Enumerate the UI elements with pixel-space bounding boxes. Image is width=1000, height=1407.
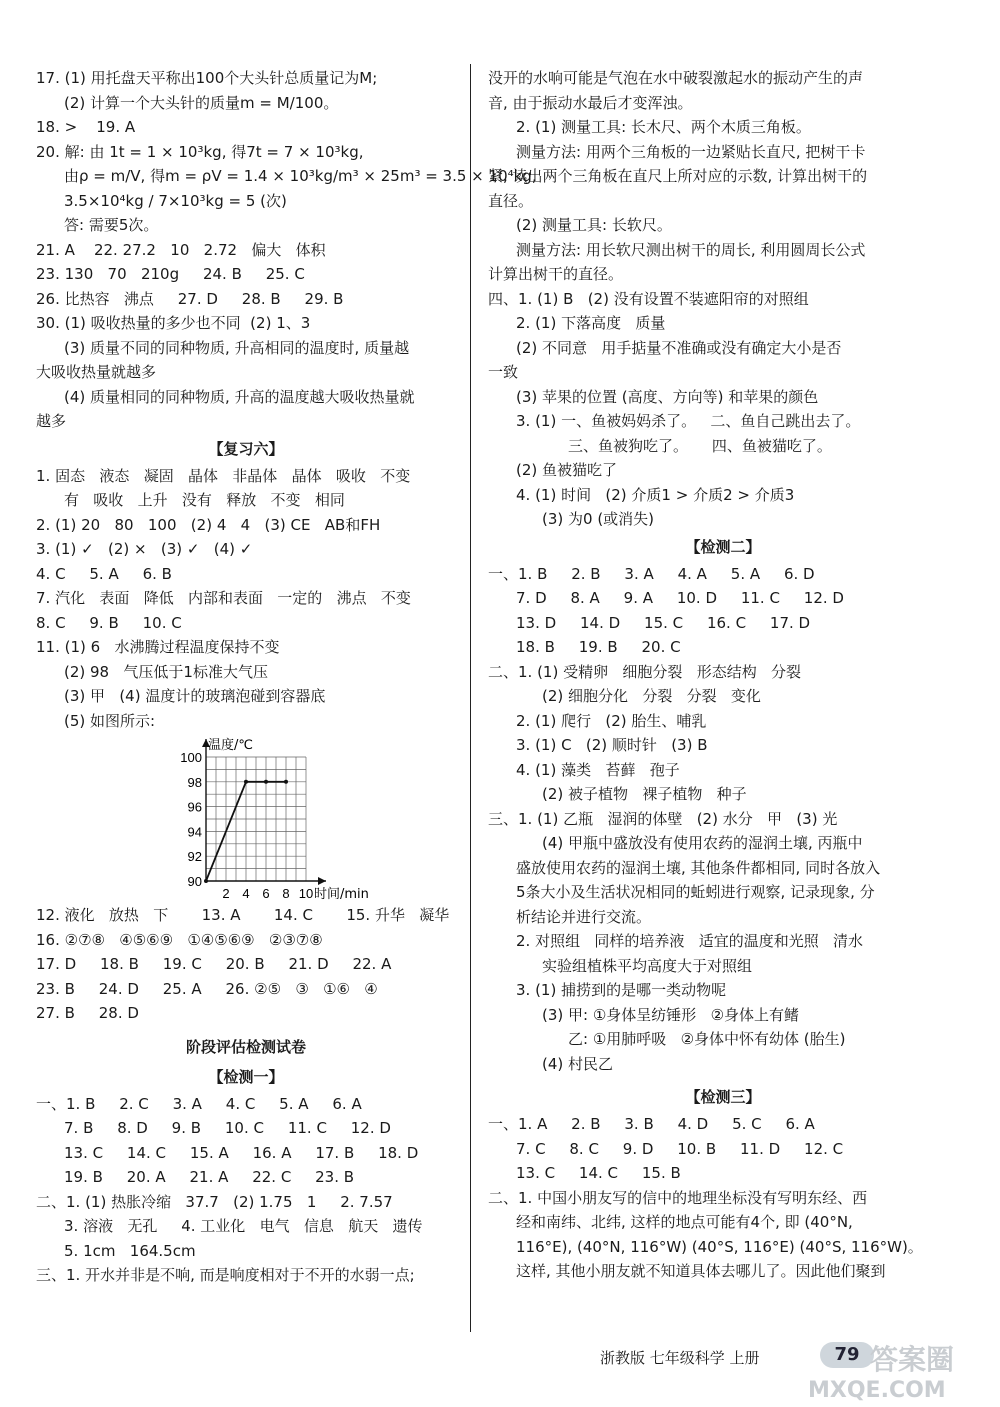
answer-line: 17. (1) 用托盘天平称出100个大头针总质量记为M; bbox=[36, 69, 378, 87]
answer-line: 2. (1) 20 80 100 (2) 4 4 (3) CE AB和FH bbox=[36, 515, 381, 534]
answer-line: 11. (1) 6 水沸腾过程温度保持不变 bbox=[36, 638, 280, 656]
answer-line: 计算出树干的直径。 bbox=[488, 265, 624, 283]
watermark-logo: 答案圈 bbox=[870, 1343, 955, 1376]
answer-line: 2. (1) 爬行 (2) 胎生、哺乳 bbox=[516, 711, 707, 730]
section-title-test2: 【检测二】 bbox=[685, 537, 761, 556]
answer-line: (4) 甲瓶中盛放没有使用农药的湿润土壤, 丙瓶中 bbox=[542, 834, 863, 852]
answer-line: 23. 130 70 210g 24. B 25. C bbox=[36, 265, 305, 283]
y-tick-label: 94 bbox=[187, 824, 202, 840]
answer-line: (2) 计算一个大头针的质量m = M/100。 bbox=[64, 93, 339, 112]
footer-text: 浙教版 七年级科学 上册 bbox=[600, 1349, 760, 1367]
answer-line: 音, 由于振动水最后才变浑浊。 bbox=[488, 93, 693, 112]
x-tick-label: 10 bbox=[298, 886, 314, 901]
answer-line: 3. (1) ✓ (2) × (3) ✓ (4) ✓ bbox=[36, 540, 253, 558]
answer-line: 有 吸收 上升 没有 释放 不变 相同 bbox=[64, 491, 345, 509]
watermark-url: MXQE.COM bbox=[808, 1378, 946, 1403]
chart-svg bbox=[176, 733, 436, 903]
x-tick-label: 6 bbox=[262, 886, 270, 901]
answer-line: 测量方法: 用长软尺测出树干的周长, 利用圆周长公式 bbox=[516, 240, 866, 259]
answer-line: 大吸收热量就越多 bbox=[36, 363, 157, 381]
answer-line: 析结论并进行交流。 bbox=[516, 907, 652, 926]
section-title-test3: 【检测三】 bbox=[685, 1088, 761, 1106]
x-axis-label: 时间/min bbox=[314, 887, 369, 902]
data-point bbox=[264, 780, 268, 784]
y-tick-label: 92 bbox=[187, 849, 202, 865]
answer-line: 三、鱼被狗吃了。 四、鱼被猫吃了。 bbox=[568, 436, 832, 455]
answer-line: 3. 溶液 无孔 4. 工业化 电气 信息 航天 遗传 bbox=[64, 1217, 423, 1235]
x-tick-label: 2 bbox=[222, 886, 230, 901]
answer-line: 2. (1) 测量工具: 长木尺、两个木质三角板。 bbox=[516, 118, 811, 136]
answer-line: 26. 比热容 沸点 27. D 28. B 29. B bbox=[36, 289, 344, 308]
answer-line: 3. (1) 一、鱼被妈妈杀了。 二、鱼自己跳出去了。 bbox=[516, 412, 861, 430]
answer-line: 乙: ①用肺呼吸 ②身体中怀有幼体 (胎生) bbox=[568, 1030, 846, 1048]
answers-test2 bbox=[488, 562, 958, 1077]
answer-line: (5) 如图所示: bbox=[64, 711, 156, 730]
answer-line: 23. B 24. D 25. A 26. ②⑤ ③ ①⑥ ④ bbox=[36, 979, 378, 998]
answer-line: 一、1. A 2. B 3. B 4. D 5. C 6. A bbox=[488, 1115, 815, 1133]
y-tick-label: 90 bbox=[187, 874, 202, 889]
answer-line: 二、1. 中国小朋友写的信中的地理坐标没有写明东经、西 bbox=[488, 1188, 868, 1207]
column-divider bbox=[470, 64, 471, 1332]
answer-line: (3) 苹果的位置 (高度、方向等) 和苹果的颜色 bbox=[516, 387, 819, 406]
x-tick-label: 8 bbox=[282, 886, 290, 901]
answer-line: 18. > 19. A bbox=[36, 118, 136, 136]
answer-line: (4) 质量相同的同种物质, 升高的温度越大吸收热量就 bbox=[64, 387, 415, 406]
answer-line: 5条大小及生活状况相同的蚯蚓进行观察, 记录现象, 分 bbox=[516, 883, 875, 901]
data-point bbox=[204, 879, 208, 883]
section-title-test1: 【检测一】 bbox=[208, 1067, 284, 1086]
answer-line: 12. 液化 放热 下 13. A 14. C 15. 升华 凝华 bbox=[36, 906, 450, 924]
right-column bbox=[488, 66, 958, 1284]
answer-line: 13. C 14. C 15. A 16. A 17. B 18. D bbox=[64, 1143, 419, 1162]
answer-line: (4) 村民乙 bbox=[542, 1054, 614, 1073]
answer-line: 三、1. (1) 乙瓶 湿润的体壁 (2) 水分 甲 (3) 光 bbox=[488, 809, 838, 828]
answers-review6 bbox=[36, 464, 456, 734]
y-tick-label: 96 bbox=[187, 799, 202, 815]
answers-test1 bbox=[36, 1092, 456, 1288]
answer-line: 二、1. (1) 热胀冷缩 37.7 (2) 1.75 1 2. 7.57 bbox=[36, 1192, 393, 1211]
answer-line: 2. (1) 下落高度 质量 bbox=[516, 314, 666, 332]
answer-line: 5. 1cm 164.5cm bbox=[64, 1241, 196, 1260]
answer-line: 7. C 8. C 9. D 10. B 11. D 12. C bbox=[516, 1139, 844, 1158]
answer-line: 116°E), (40°N, 116°W) (40°S, 116°E) (40°S, 116°W)。 bbox=[516, 1237, 923, 1256]
answer-line: (3) 甲: ①身体呈纺锤形 ②身体上有鳍 bbox=[542, 1005, 800, 1024]
x-tick-label: 4 bbox=[242, 886, 250, 901]
answer-line: (3) 甲 (4) 温度计的玻璃泡碰到容器底 bbox=[64, 687, 326, 705]
answer-line: 一、1. B 2. B 3. A 4. A 5. A 6. D bbox=[488, 564, 815, 583]
answer-line: 由ρ = m/V, 得m = ρV = 1.4 × 10³kg/m³ × 25m³ = 3.5 × 10⁴kg, bbox=[64, 167, 537, 185]
answer-line: (3) 质量不同的同种物质, 升高相同的温度时, 质量越 bbox=[64, 338, 410, 357]
answer-line: 8. C 9. B 10. C bbox=[36, 613, 182, 632]
answer-line: 一、1. B 2. C 3. A 4. C 5. A 6. A bbox=[36, 1094, 362, 1113]
answer-line: (2) 测量工具: 长软尺。 bbox=[516, 216, 672, 234]
answer-line: 17. D 18. B 19. C 20. B 21. D 22. A bbox=[36, 955, 392, 973]
temperature-time-chart bbox=[176, 733, 436, 903]
answer-line: 4. C 5. A 6. B bbox=[36, 564, 172, 583]
answer-line: 3.5×10⁴kg / 7×10³kg = 5 (次) bbox=[64, 191, 287, 210]
answer-line: (2) 细胞分化 分裂 分裂 变化 bbox=[542, 687, 761, 705]
answer-line: 3. (1) C (2) 顺时针 (3) B bbox=[516, 736, 708, 754]
answer-line: 13. C 14. C 15. B bbox=[516, 1164, 681, 1182]
answer-line: 13. D 14. D 15. C 16. C 17. D bbox=[516, 613, 811, 632]
answer-line: 三、1. 开水并非是不响, 而是响度相对于不开的水弱一点; bbox=[36, 1266, 415, 1284]
answer-line: 2. 对照组 同样的培养液 适宜的温度和光照 清水 bbox=[516, 932, 863, 950]
answer-line: 四、1. (1) B (2) 没有设置不装遮阳帘的对照组 bbox=[488, 289, 809, 308]
answer-line: 盛放使用农药的湿润土壤, 其他条件都相同, 同时各放入 bbox=[516, 858, 881, 877]
answer-line: 1. 固态 液态 凝固 晶体 非晶体 晶体 吸收 不变 bbox=[36, 466, 411, 485]
answer-line: 4. (1) 时间 (2) 介质1 > 介质2 > 介质3 bbox=[516, 485, 795, 504]
data-point bbox=[244, 780, 248, 784]
page-number: 79 bbox=[820, 1342, 874, 1368]
answers-test3 bbox=[488, 1112, 958, 1284]
answer-line: (2) 鱼被猫吃了 bbox=[516, 461, 618, 479]
answer-line: 7. B 8. D 9. B 10. C 11. C 12. D bbox=[64, 1119, 391, 1137]
answers-review6-continued bbox=[36, 903, 456, 1026]
answer-line: 二、1. (1) 受精卵 细胞分裂 形态结构 分裂 bbox=[488, 662, 802, 681]
answers-test1-continued bbox=[488, 66, 958, 532]
answer-line: 经和南纬、北纬, 这样的地点可能有4个, 即 (40°N, bbox=[516, 1213, 853, 1231]
answer-line: (2) 不同意 用手掂量不准确或没有确定大小是否 bbox=[516, 338, 842, 357]
answer-line: 7. 汽化 表面 降低 内部和表面 一定的 沸点 不变 bbox=[36, 589, 411, 607]
x-axis-arrow bbox=[318, 877, 326, 885]
answer-line: 这样, 其他小朋友就不知道具体去哪儿了。因此他们聚到 bbox=[516, 1262, 886, 1280]
stage-title: 阶段评估检测试卷 bbox=[185, 1037, 306, 1056]
data-point bbox=[284, 780, 288, 784]
answer-line: 越多 bbox=[36, 412, 67, 430]
answer-line: 19. B 20. A 21. A 22. C 23. B bbox=[64, 1168, 355, 1186]
answer-line: 没开的水响可能是气泡在水中破裂激起水的振动产生的声 bbox=[488, 69, 864, 87]
answer-line: 18. B 19. B 20. C bbox=[516, 638, 681, 656]
answer-line: 3. (1) 捕捞到的是哪一类动物呢 bbox=[516, 981, 727, 999]
answer-line: 直径。 bbox=[488, 191, 534, 210]
y-tick-label: 100 bbox=[180, 750, 202, 765]
answer-line: 一致 bbox=[488, 363, 519, 381]
y-tick-label: 98 bbox=[187, 774, 202, 790]
answer-line: 21. A 22. 27.2 10 2.72 偏大 体积 bbox=[36, 240, 326, 259]
answer-line: 实验组植株平均高度大于对照组 bbox=[542, 956, 753, 975]
answer-line: 答: 需要5次。 bbox=[64, 216, 159, 234]
answer-line: 27. B 28. D bbox=[36, 1004, 139, 1022]
answer-line: 16. ②⑦⑧ ④⑤⑥⑨ ①④⑤⑥⑨ ②③⑦⑧ bbox=[36, 930, 323, 949]
answer-line: 30. (1) 吸收热量的多少也不同 (2) 1、3 bbox=[36, 314, 311, 332]
section-title-review6: 【复习六】 bbox=[208, 439, 284, 458]
answer-line: (2) 98 气压低于1标准大气压 bbox=[64, 662, 268, 681]
answer-line: 20. 解: 由 1t = 1 × 10³kg, 得7t = 7 × 10³kg, bbox=[36, 142, 364, 161]
y-axis-label: 温度/℃ bbox=[208, 738, 253, 753]
answer-line: 4. (1) 藻类 苔藓 孢子 bbox=[516, 760, 680, 779]
answer-line: 紧, 读出两个三角板在直尺上所对应的示数, 计算出树干的 bbox=[488, 167, 868, 185]
answer-line: 测量方法: 用两个三角板的一边紧贴长直尺, 把树干卡 bbox=[516, 142, 866, 161]
answer-line: (2) 被子植物 裸子植物 种子 bbox=[542, 785, 747, 803]
answer-line: 7. D 8. A 9. A 10. D 11. C 12. D bbox=[516, 589, 844, 607]
answer-line: (3) 为0 (或消失) bbox=[542, 510, 655, 528]
